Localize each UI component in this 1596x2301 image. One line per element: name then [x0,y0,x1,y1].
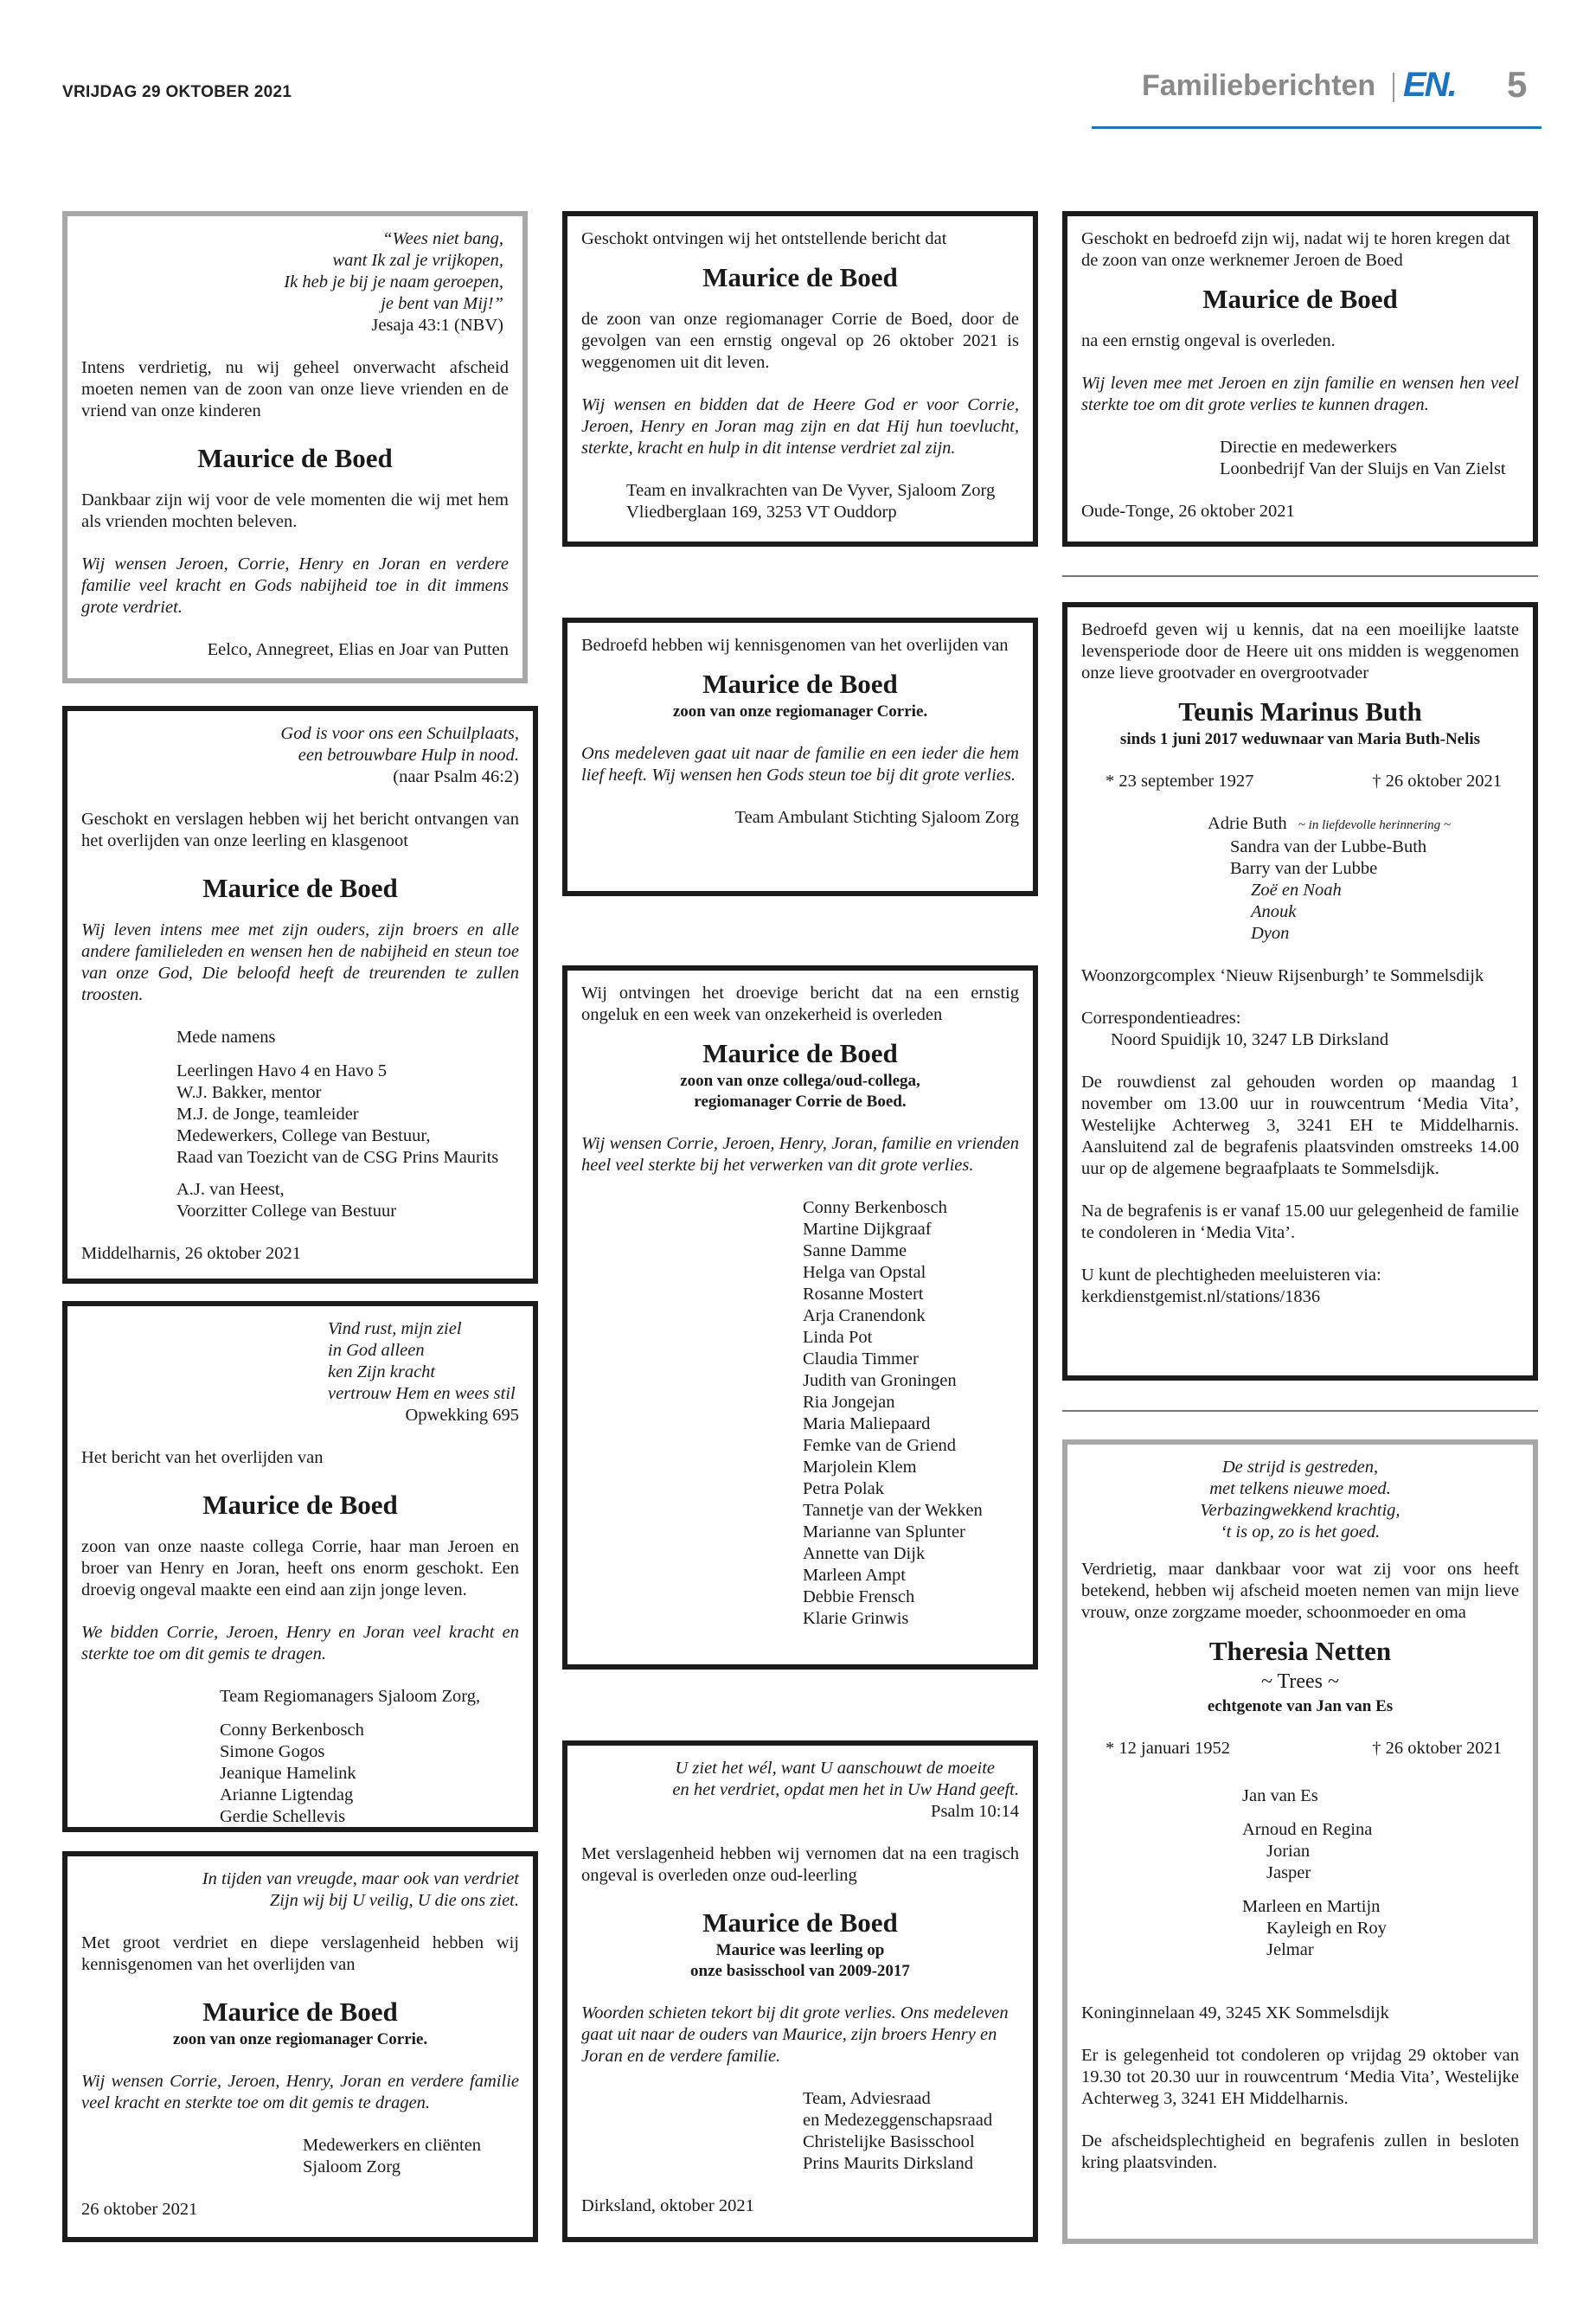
place-date: Oude-Tonge, 26 oktober 2021 [1081,502,1295,521]
bible-verse: U ziet het wél, want U aanschouwt de moeite en het verdriet, opdat men het in Uw Hand geeft. Psalm 10:14 [581,1758,1019,1823]
obituary-csg-prins-maurits [62,706,538,1284]
deceased-name: Theresia Netten [1208,1636,1392,1666]
relation-subtitle: zoon van onze regiomanager Corrie. [172,2030,428,2048]
header-rule [1092,126,1542,129]
stream-info: U kunt de plechtigheden meeluisteren via: kerkdienstgemist.nl/stations/1836 [1081,1266,1381,1306]
wish-text: Wij leven intens mee met zijn ouders, zijn broers en alle andere familieleden en wensen hen de nabijheid en steun toe van onze God, Die beloofd heeft de treurenden te zullen troosten. [81,920,519,1004]
signature: Team Ambulant Stichting Sjaloom Zorg [734,808,1019,827]
announcement-text: Geschokt en bedroefd zijn wij, nadat wij te horen kregen dat de zoon van onze werknemer Jeroen de Boed [1081,229,1510,270]
family-group-1: Arnoud en Regina Jorian Jasper [1242,1820,1373,1882]
family-head: Adrie Buth [1208,814,1287,833]
bible-verse: God is voor ons een Schuilplaats, een betrouwbare Hulp in nood. (naar Psalm 46:2) [81,723,519,788]
announcement-text: Geschokt en verslagen hebben wij het bericht ontvangen van het overlijden van onze leerling en klasgenoot [81,810,519,850]
poem: De strijd is gestreden, met telkens nieuwe moed. Verbazingwekkend krachtig, ‘t is op, zo is het goed. [1200,1458,1401,1541]
announcement-text: Met verslagenheid hebben wij vernomen dat na een tragisch ongeval is overleden onze oud-leerling [581,1844,1019,1885]
section-title: Familieberichten [1142,69,1376,102]
relation-subtitle: Maurice was leerling op onze basisschool van 2009-2017 [690,1941,910,1980]
header-divider [1393,73,1394,102]
signature: Team, Adviesraad en Medezeggenschapsraad Christelijke Basisschool Prins Maurits Dirksland [803,2089,993,2173]
deceased-name: Maurice de Boed [702,262,898,292]
verse-reference: Jesaja 43:1 (NBV) [371,316,503,335]
body-text: zoon van onze naaste collega Corrie, haar man Jeroen en broer van Henry en Joran, heeft ons enorm geschokt. Een droevig ongeval maakte een eind aan zijn jonge leven. [81,1537,519,1599]
announcement-text: Geschokt ontvingen wij het ontstellende bericht dat [581,229,947,248]
death-date: † 26 oktober 2021 [1372,1739,1502,1758]
colleagues-list: Conny Berkenbosch Martine Dijkgraaf Sanne Damme Helga van Opstal Rosanne Mostert Arja Cranendonk Linda Pot Claudia Timmer Judith van Groningen Ria Jongejan Maria Maliepaard Femke van de Griend Marjolein Klem Petra Polak Tannetje van der Wekken Marianne van Splunter Annette van Dijk Marleen Ampt Debbie Frensch Klarie Grinwis [803,1198,983,1628]
obituary-sjaloom-clients [62,1851,538,2242]
deceased-name: Maurice de Boed [202,1490,398,1520]
team-signature: Team Regiomanagers Sjaloom Zorg, [220,1687,481,1706]
divider-2 [1062,1410,1538,1412]
body-text: Dankbaar zijn wij voor de vele momenten die wij met hem als vrienden mochten beleven. [81,490,509,531]
condolence-text: Na de begrafenis is er vanaf 15.00 uur gelegenheid de familie te condoleren in ‘Media Vita’. [1081,1202,1519,1242]
correspondence: Correspondentieadres: Noord Spuidijk 10, 3247 LB Dirksland [1081,1009,1389,1049]
relation-subtitle: zoon van onze collega/oud-collega, regiomanager Corrie de Boed. [680,1072,920,1111]
deceased-name: Teunis Marinus Buth [1178,696,1422,727]
bible-verse: In tijden van vreugde, maar ook van verdriet Zijn wij bij U veilig, U die ons ziet. [202,1869,519,1910]
obituary-theresia-netten [1062,1439,1538,2244]
life-dates [1081,1738,1519,1759]
wish-text: Wij wensen Corrie, Jeroen, Henry, Joran, familie en vrienden heel veel sterkte bij het verwerken van dit grote verlies. [581,1134,1019,1175]
verse-reference: Psalm 10:14 [931,1802,1019,1821]
deceased-name: Maurice de Boed [202,873,398,903]
place-date: Dirksland, oktober 2021 [581,2196,754,2215]
deceased-name: Maurice de Boed [202,1997,398,2027]
memory-note: ~ in liefdevolle herinnering ~ [1298,818,1451,832]
verse-reference: Opwekking 695 [405,1406,519,1425]
signatories-list: Leerlingen Havo 4 en Havo 5 W.J. Bakker, mentor M.J. de Jonge, teamleider Medewerkers, College van Bestuur, Raad van Toezicht van de CSG Prins Maurits [176,1061,499,1167]
birth-date: * 12 januari 1952 [1106,1739,1231,1758]
place-date: Middelharnis, 26 oktober 2021 [81,1244,301,1263]
bible-verse: “Wees niet bang, want Ik zal je vrijkopen, Ik heb je bij je naam geroepen, je bent van Mij!” Jesaja 43:1 (NBV) [81,228,509,336]
wish-text: Wij wensen Corrie, Jeroen, Henry, Joran en verdere familie veel kracht en sterkte toe om dit gemis te dragen. [81,2072,519,2112]
on-behalf-label: Mede namens [176,1028,276,1047]
announcement-text: Bedroefd hebben wij kennisgenomen van het overlijden van [581,636,1009,655]
deceased-name: Maurice de Boed [1202,284,1398,314]
announcement-text: Intens verdrietig, nu wij geheel onverwacht afscheid moeten nemen van de zoon van onze lieve vrienden en de vriend van onze kinderen [81,358,509,420]
wish-text: Wij wensen Jeroen, Corrie, Henry en Joran en verdere familie veel kracht en Gods nabijheid toe in dit immens grote verdriet. [81,554,509,617]
obituary-de-vyver [562,211,1038,547]
obituary-regiomanagers [62,1301,538,1832]
deceased-name: Maurice de Boed [197,443,393,473]
relation-subtitle: zoon van onze regiomanager Corrie. [672,702,928,721]
announcement-text: Met groot verdriet en diepe verslagenheid hebben wij kennisgenomen van het overlijden van [81,1933,519,1974]
obituary-van-putten [62,211,528,683]
birth-date: * 23 september 1927 [1106,772,1254,791]
deceased-name: Maurice de Boed [702,669,898,699]
page-date: VRIJDAG 29 OKTOBER 2021 [62,83,292,101]
announcement-text: Wij ontvingen het droevige bericht dat na een ernstig ongeluk en een week van onzekerheid is overleden [581,984,1019,1024]
verse-reference: (naar Psalm 46:2) [393,767,519,786]
announcement-text: Het bericht van het overlijden van [81,1448,324,1467]
obituary-colleagues [562,965,1038,1670]
signature: Medewerkers en cliënten Sjaloom Zorg [303,2136,482,2176]
nickname: ~ Trees ~ [1261,1670,1339,1693]
location-text: Woonzorgcomplex ‘Nieuw Rijsenburgh’ te Sommelsdijk [1081,966,1484,985]
body-text: na een ernstig ongeval is overleden. [1081,331,1336,350]
wish-text: We bidden Corrie, Jeroen, Henry en Joran veel kracht en sterkte toe om dit gemis te dragen. [81,1623,519,1663]
signature: Eelco, Annegreet, Elias en Joar van Putten [207,640,509,659]
funeral-service: De rouwdienst zal gehouden worden op maandag 1 november om 13.00 uur in rouwcentrum ‘Media Vita’, Westelijke Achterweg 3, 3241 EH te Middelharnis. Aansluitend zal de begrafenis plaatsvinden omstreeks 14.00 uur op de algemene begraafplaats te Sommelsdijk. [1081,1073,1519,1178]
deceased-name: Maurice de Boed [702,1038,898,1068]
members-list: Conny Berkenbosch Simone Gogos Jeanique Hamelink Arianne Ligtendag Gerdie Schellevis [220,1721,364,1826]
widower-subtitle: sinds 1 juni 2017 weduwnaar van Maria Buth-Nelis [1119,730,1481,748]
wish-text: Wij leven mee met Jeroen en zijn familie en wensen hen veel sterkte toe om dit grote verlies te kunnen dragen. [1081,374,1519,414]
signature: Team en invalkrachten van De Vyver, Sjaloom Zorg Vliedberglaan 169, 3253 VT Ouddorp [626,481,996,522]
life-dates [1081,771,1519,792]
private-ceremony: De afscheidsplechtigheid en begrafenis zullen in besloten kring plaatsvinden. [1081,2131,1519,2172]
body-text: de zoon van onze regiomanager Corrie de Boed, door de gevolgen van een ernstig ongeval op 26 oktober 2021 is weggenomen uit dit leven. [581,310,1019,372]
spouse-subtitle: echtgenote van Jan van Es [1207,1697,1394,1715]
page-number: 5 [1507,64,1528,105]
wish-text: Ons medeleven gaat uit naar de familie en een ieder die hem lief heeft. Wij wensen hen Gods steun toe bij dit grote verlies. [581,744,1019,785]
announcement-text: Bedroefd geven wij u kennis, dat na een moeilijke laatste levensperiode door de Heere uit ons midden is weggenomen onze lieve grootvader en overgrootvader [1081,620,1519,683]
death-date: † 26 oktober 2021 [1372,772,1502,791]
obituary-basisschool [562,1740,1038,2242]
chairman-signature: A.J. van Heest, Voorzitter College van Bestuur [176,1180,397,1221]
bible-verse: Vind rust, mijn ziel in God alleen ken Zijn kracht vertrouw Hem en wees stil Opwekking 695 [328,1319,519,1425]
home-address: Koninginnelaan 49, 3245 XK Sommelsdijk [1081,2003,1389,2022]
newspaper-logo: EN. [1403,66,1456,104]
obituary-team-ambulant [562,618,1038,896]
obituary-teunis-buth [1062,602,1538,1381]
obituary-loonbedrijf [1062,211,1538,547]
family-list: Adrie Buth ~ in liefdevolle herinnering ~ Sandra van der Lubbe-Buth Barry van der Lubbe Zoë en Noah Anouk Dyon [1208,814,1451,943]
condolence-text: Er is gelegenheid tot condoleren op vrijdag 29 oktober van 19.30 tot 20.30 uur in rouwcentrum ‘Media Vita’, Westelijke Achterweg 3, 3241 EH Middelharnis. [1081,2046,1519,2108]
family-group-2: Marleen en Martijn Kayleigh en Roy Jelmar [1242,1897,1387,1959]
date: 26 oktober 2021 [81,2200,198,2219]
deceased-name: Maurice de Boed [702,1907,898,1938]
wish-text: Woorden schieten tekort bij dit grote verlies. Ons medeleven gaat uit naar de ouders van Maurice, zijn broers Henry en Joran en de verdere familie. [581,2003,1009,2066]
wish-text: Wij wensen en bidden dat de Heere God er voor Corrie, Jeroen, Henry en Joran mag zijn en dat Hij hun toevlucht, sterkte, kracht en hulp in dit intense verdriet zal zijn. [581,395,1019,458]
signature: Directie en medewerkers Loonbedrijf Van der Sluijs en Van Zielst [1220,438,1506,478]
divider-1 [1062,575,1538,577]
husband: Jan van Es [1242,1786,1318,1805]
announcement-text: Verdrietig, maar dankbaar voor wat zij voor ons heeft betekend, hebben wij afscheid moeten nemen van mijn lieve vrouw, onze zorgzame moeder, schoonmoeder en oma [1081,1560,1519,1622]
